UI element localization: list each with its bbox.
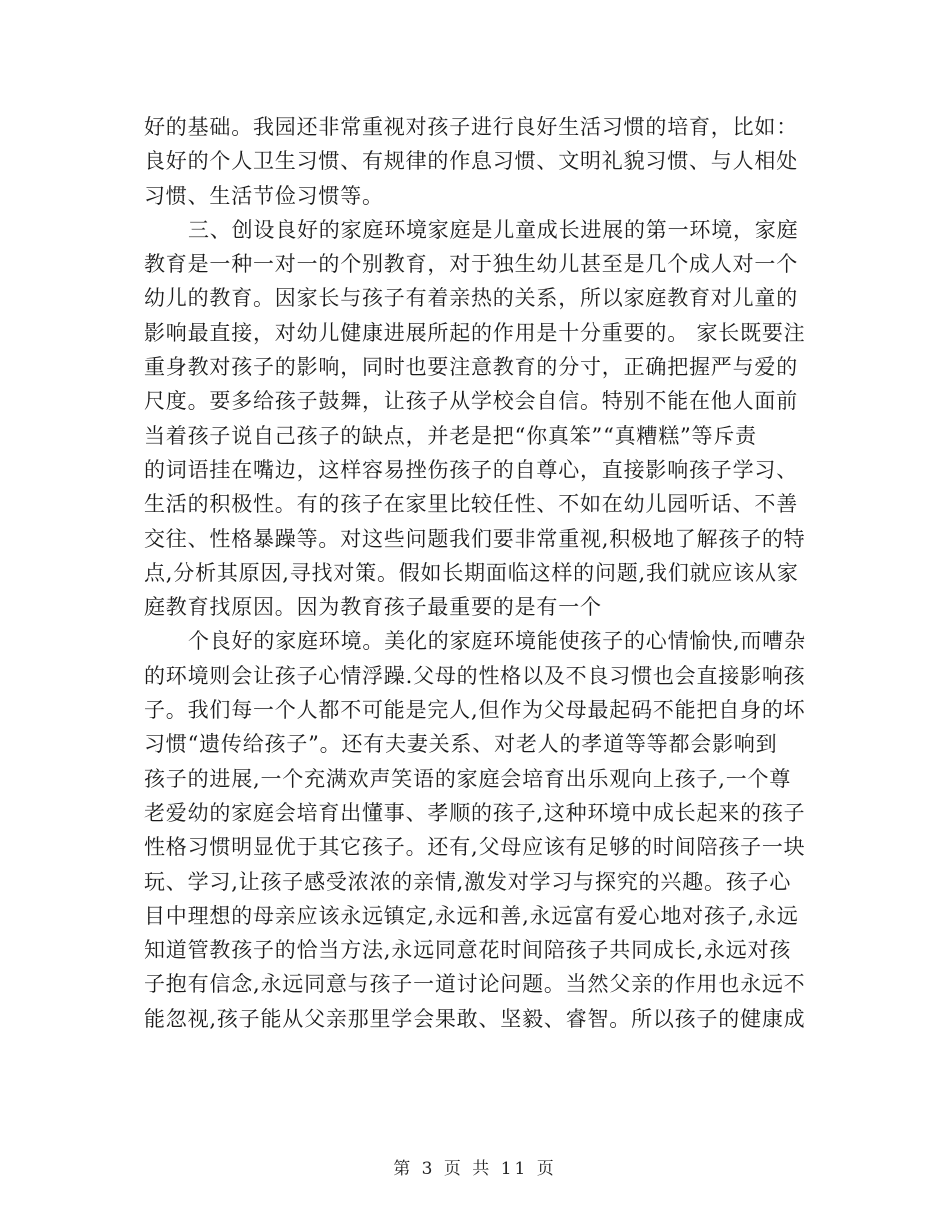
text-line: 庭教育找原因。因为教育孩子最重要的是有一个	[144, 595, 602, 620]
text-line: 玩、学习,让孩子感受浓浓的亲情,激发对学习与探究的兴趣。孩子心	[144, 869, 792, 894]
text-line: 重身教对孩子的影响，同时也要注意教育的分寸，正确把握严与爱的	[144, 355, 798, 380]
text-line: 习惯、生活节俭习惯等。	[144, 183, 384, 208]
text-line: 目中理想的母亲应该永远镇定,永远和善,永远富有爱心地对孩子,永远	[144, 903, 799, 928]
text-line: 知道管教孩子的恰当方法,永远同意花时间陪孩子共同成长,永远对孩	[144, 938, 792, 963]
text-line: 能忽视,孩子能从父亲那里学会果敢、坚毅、睿智。所以孩子的健康成	[144, 1006, 806, 1031]
text-line: 习惯“遗传给孩子”。还有夫妻关系、对老人的孝道等等都会影响到	[144, 732, 778, 757]
text-line: 点,分析其原因,寻找对策。假如长期面临这样的问题,我们就应该从家	[144, 560, 799, 585]
text-line: 生活的积极性。有的孩子在家里比较任性、不如在幼儿园听话、不善	[144, 492, 798, 517]
text-line: 孩子的进展,一个充满欢声笑语的家庭会培育出乐观向上孩子,一个尊	[144, 766, 792, 791]
text-line: 子抱有信念,永远同意与孩子一道讨论问题。当然父亲的作用也永远不	[144, 972, 806, 997]
text-line: 当着孩子说自己孩子的缺点，并老是把“你真笨”“真糟糕”等斥责	[144, 423, 757, 448]
paragraph-first-line: 三、创设良好的家庭环境家庭是儿童成长进展的第一环境，家庭	[188, 217, 799, 242]
text-line: 好的基础。我园还非常重视对孩子进行良好生活习惯的培育，比如：	[144, 115, 798, 139]
text-line: 尺度。要多给孩子鼓舞，让孩子从学校会自信。特别不能在他人面前	[144, 389, 798, 414]
text-line: 的环境则会让孩子心情浮躁.父母的性格以及不良习惯也会直接影响孩	[144, 663, 806, 688]
text-line: 的词语挂在嘴边，这样容易挫伤孩子的自尊心，直接影响孩子学习、	[144, 457, 798, 482]
text-line: 老爱幼的家庭会培育出懂事、孝顺的孩子,这种环境中成长起来的孩子	[144, 800, 806, 825]
body-text	[144, 110, 810, 1036]
text-line: 交往、性格暴躁等。对这些问题我们要非常重视,积极地了解孩子的特	[144, 526, 806, 551]
text-line: 良好的个人卫生习惯、有规律的作息习惯、文明礼貌习惯、与人相处	[144, 149, 798, 174]
page-number-footer: 第 3 页 共 11 页	[393, 1159, 557, 1179]
text-line: 幼儿的教育。因家长与孩子有着亲热的关系，所以家庭教育对儿童的	[144, 286, 798, 311]
text-line: 教育是一种一对一的个别教育，对于独生幼儿甚至是几个成人对一个	[144, 252, 798, 277]
text-line: 性格习惯明显优于其它孩子。还有,父母应该有足够的时间陪孩子一块	[144, 835, 806, 860]
text-line: 影响最直接，对幼儿健康进展所起的作用是十分重要的。 家长既要注	[144, 320, 806, 345]
text-line: 子。我们每一个人都不可能是完人,但作为父母最起码不能把自身的坏	[144, 698, 806, 723]
paragraph-first-line: 个良好的家庭环境。美化的家庭环境能使孩子的心情愉快,而嘈杂	[188, 629, 806, 654]
